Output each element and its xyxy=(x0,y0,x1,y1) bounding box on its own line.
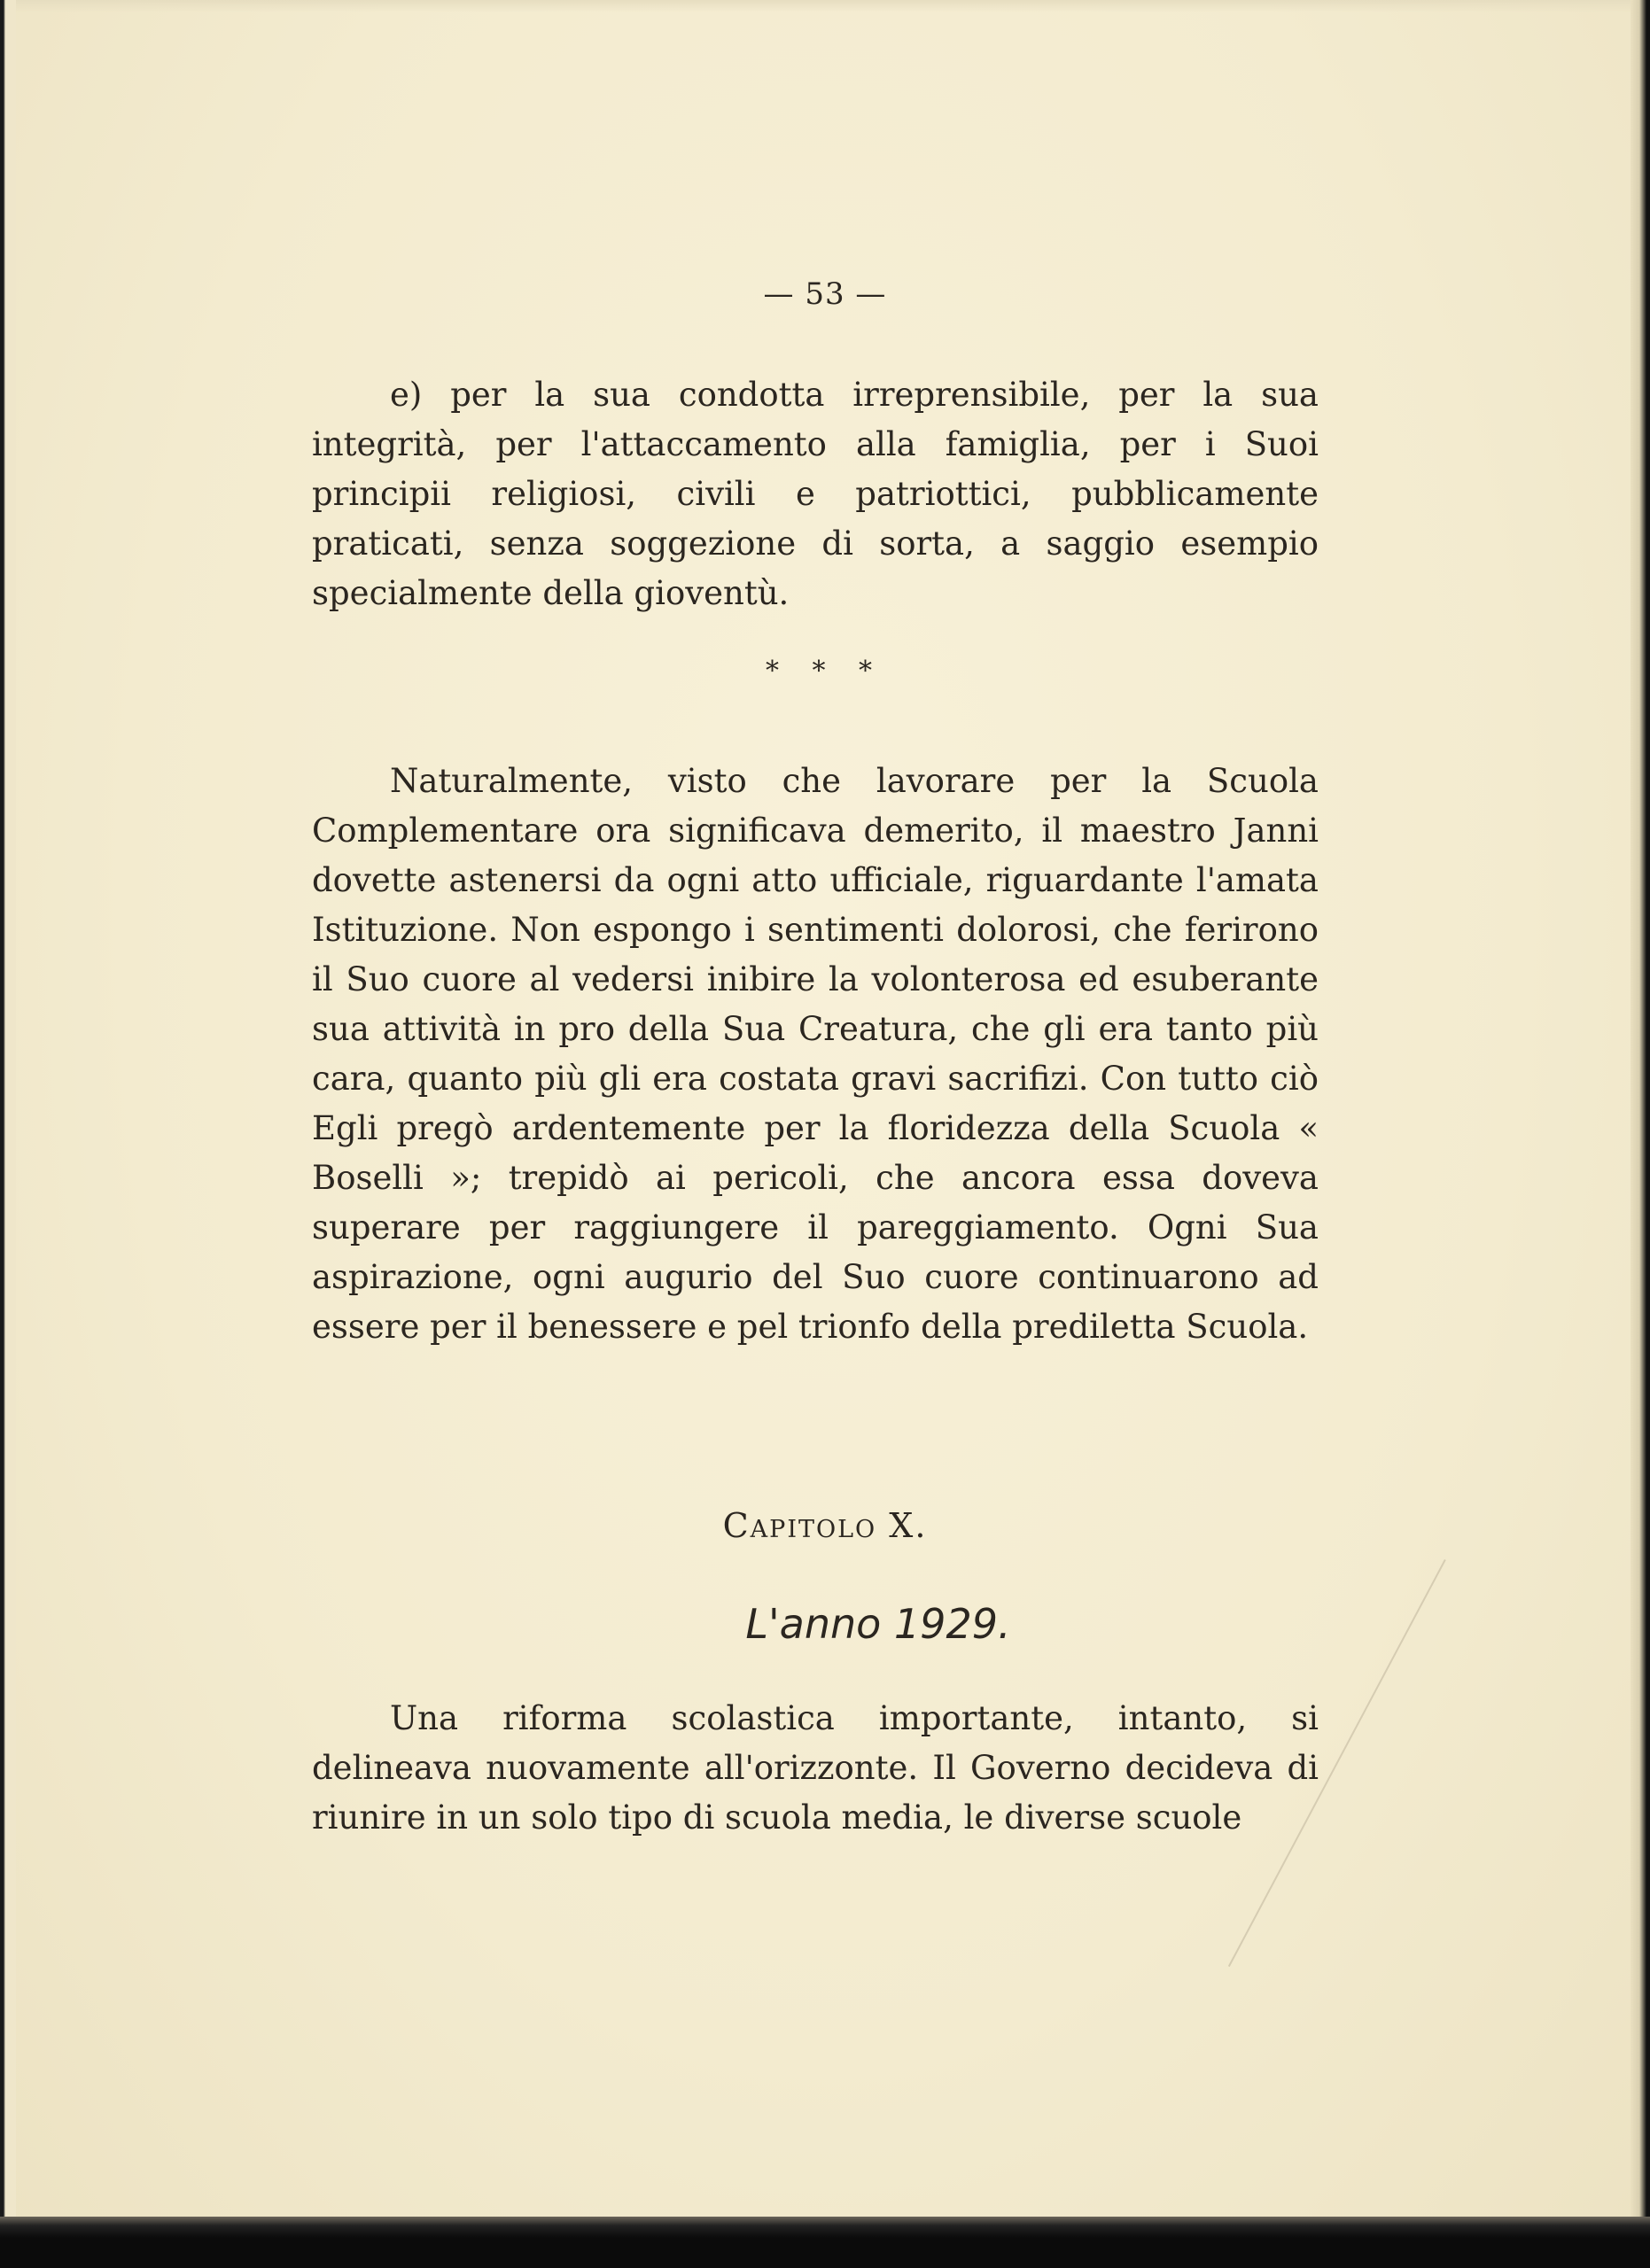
paragraph-block-1 xyxy=(312,370,1319,618)
paragraph-condotta: e) per la sua condotta irreprensibile, per la sua integrità, per l'attaccamento alla famiglia, per i Suoi principii religiosi, civili e patriottici, pubblicamente praticati, senza soggezione di sorta, a saggio esempio specialmente della gioventù. xyxy=(312,376,1319,612)
left-page-edge xyxy=(0,0,16,2268)
chapter-label: Capitolo X. xyxy=(722,1506,928,1545)
section-separator: * * * xyxy=(765,656,885,687)
chapter-title: L'anno 1929. xyxy=(745,1600,1011,1648)
paragraph-block-3 xyxy=(312,1694,1319,1843)
right-page-edge xyxy=(1631,0,1650,2268)
paragraph-riforma: Una riforma scolastica importante, intanto, si delineava nuovamente all'orizzonte. Il Governo decideva di riunire in un solo tipo di scuola media, le diverse scuole xyxy=(312,1699,1319,1837)
bottom-scan-border xyxy=(0,2217,1650,2268)
paragraph-naturalmente: Naturalmente, visto che lavorare per la Scuola Complementare ora significava demerito, il maestro Janni dovette astenersi da ogni atto ufficiale, riguardante l'amata Istituzione. Non espongo i sentimenti dolorosi, che ferirono il Suo cuore al vedersi inibire la volonterosa ed esuberante sua attività in pro della Sua Creatura, che gli era tanto più cara, quanto più gli era costata gravi sacrifizi. Con tutto ciò Egli pregò ardentemente per la floridezza della Scuola « Boselli »; trepidò ai pericoli, che ancora essa doveva superare per raggiungere il pareggiamento. Ogni Sua aspirazione, ogni augurio del Suo cuore continuarono ad essere per il benessere e pel trionfo della prediletta Scuola. xyxy=(312,762,1319,1346)
top-shadow xyxy=(0,0,1650,12)
paragraph-block-2 xyxy=(312,757,1319,1352)
page-number: — 53 — xyxy=(763,276,887,312)
